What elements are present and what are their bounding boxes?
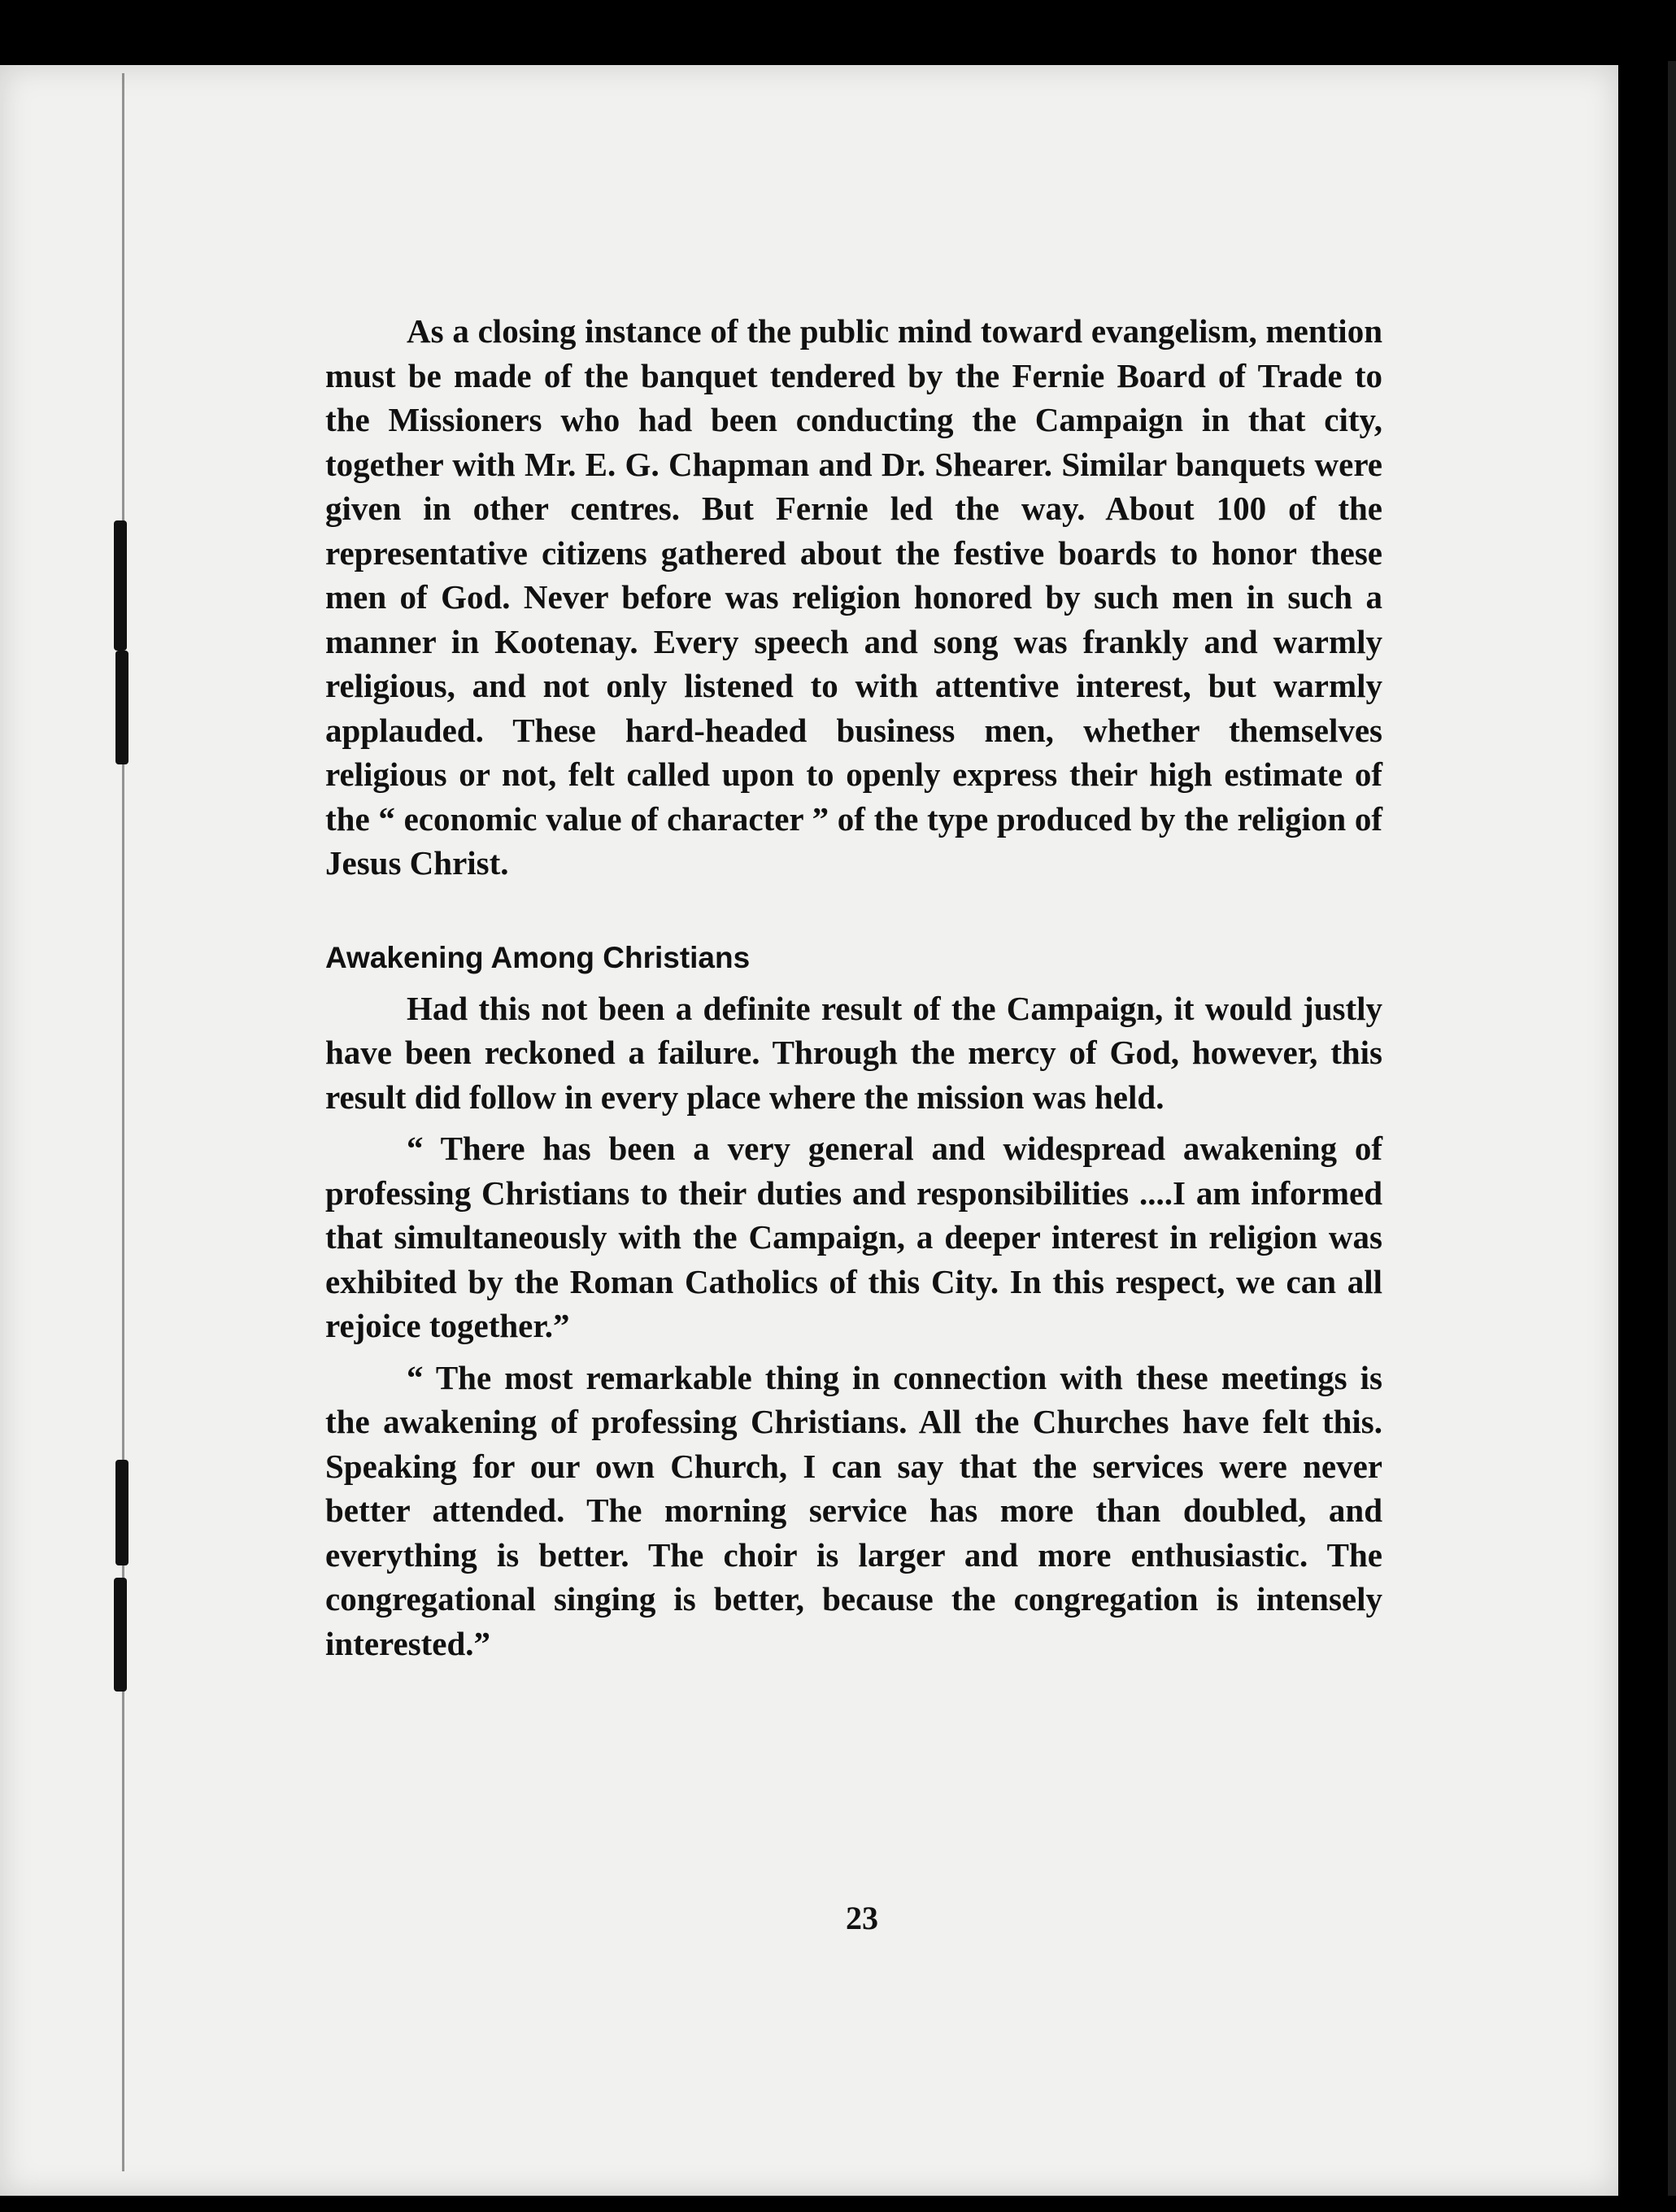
- page-number: 23: [846, 1900, 878, 1936]
- binding-mark: [115, 1460, 128, 1565]
- binding-mark: [114, 1578, 127, 1692]
- body-paragraph: Had this not been a definite result of the Campaign, it would justly have been reckoned a failure. Through the mercy of God, however, this result did follow in every place where the mission was held.: [325, 989, 1382, 1116]
- page-edge-shadow: [1668, 61, 1676, 2196]
- binding-mark: [114, 520, 127, 651]
- page-text-body: [325, 309, 1382, 1673]
- binding-mark: [115, 651, 128, 764]
- body-paragraph: As a closing instance of the public mind toward evangelism, mention must be made of the banquet tendered by the Fernie Board of Trade to the Missioners who had been conducting the Campaign in that city, together with Mr. E. G. Chapman and Dr. Shearer. Similar banquets were given in other centres. But Fernie led the way. About 100 of the representative citizens gathered about the festive boards to honor these men of God. Never before was religion honored by such men in such a manner in Kootenay. Every speech and song was frankly and warmly religious, and not only listened to with attentive interest, but warmly applauded. These hard-headed business men, whether themselves religious or not, felt called upon to openly express their high estimate of the “ economic value of character ” of the type produced by the religion of Jesus Christ.: [325, 312, 1382, 882]
- binding-gutter: [122, 73, 124, 2171]
- section-heading: Awakening Among Christians: [325, 940, 751, 974]
- quote-paragraph: “ The most remarkable thing in connection with these meetings is the awakening of professing Christians. All the Churches have felt this. Speaking for our own Church, I can say that the services were never better attended. The morning service has more than doubled, and everything is better. The choir is larger and more enthusiastic. The congregational singing is better, because the congregation is intensely interested.”: [325, 1358, 1382, 1662]
- quote-paragraph: “ There has been a very general and widespread awakening of professing Christians to their duties and responsibilities ....I am informed that simultaneously with the Campaign, a deeper interest in religion was exhibited by the Roman Catholics of this City. In this respect, we can all rejoice together.”: [325, 1130, 1382, 1344]
